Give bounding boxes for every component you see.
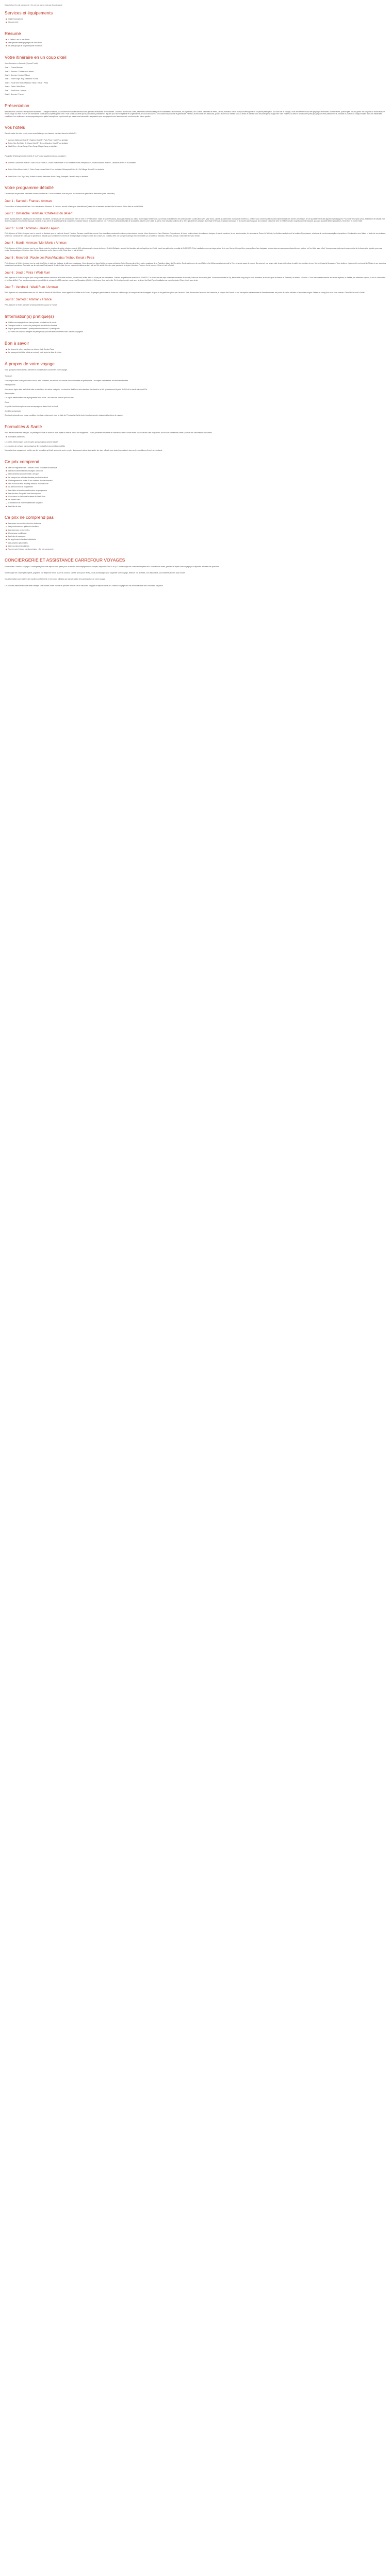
list-item: L'assistance de notre représentant sur place <box>8 502 386 504</box>
hotels-options-list <box>5 168 386 171</box>
list-item: Les services d'un guide local francophone <box>8 493 386 495</box>
formalities-item: Les billets électroniques sont envoyés quelques jours avant le départ <box>5 440 58 443</box>
services-list <box>5 18 386 24</box>
about-heading: Transport <box>5 375 12 378</box>
about-heading: Restauration <box>5 393 15 395</box>
hotels-options-intro: Possibilité d'hébergement en hôtels 4* ou 5* avec supplément (nous consulter) : <box>5 155 67 158</box>
formalities-text2: Il appartient au voyageur de vérifier que les formalités qu'il doit accomplir sont en règle. Nous vous invitons à consulter les sites officiels pour toute information à jour sur les conditions d'entrée en Jordanie. <box>5 449 163 452</box>
day-title: Jour 2 : Dimanche : Amman / Châteaux du désert <box>5 212 73 215</box>
about-text: Un guide local francophone vous accompagnera durant tout le circuit. <box>5 405 59 408</box>
list-item: Les spectaculaires paysages de Wadi Rum <box>8 42 386 44</box>
list-item: Les repas non mentionnés et les boissons <box>8 522 386 524</box>
list-item: La pension selon le programme <box>8 486 386 488</box>
list-item: Départ garanti minimum 2 participants et maximum 10 participants <box>8 328 386 330</box>
price-excludes-title: Ce prix ne comprend pas <box>5 515 54 520</box>
list-item: Amman: Bellevue Hotel 3*, Hashimi Hotel 3*, Paris Pearl Hotel 3* ou similaire <box>8 139 386 141</box>
list-item: Les pourboires aux guides et chauffeurs <box>8 526 386 528</box>
list-item: Les visites et entrées mentionnées au programme <box>8 489 386 492</box>
list-item: Le Jordan Pass <box>8 499 386 501</box>
list-item: L'hébergement en hôtels 3* en chambre double standard <box>8 480 386 482</box>
list-item: Le supplément chambre individuelle <box>8 538 386 540</box>
about-text: Les repas mentionnés dans le programme sont inclus. Les boissons ne sont pas incluses. <box>5 397 74 399</box>
info-title: Information(s) pratique(s) <box>5 313 54 319</box>
list-item: « Flaites » sur la mer Morte <box>8 39 386 41</box>
day-title: Jour 7 : Vendredi : Wadi Rum / Amman <box>5 286 58 290</box>
list-item: Tout ce qui n'est pas mentionné dans « Ce prix comprend » <box>8 548 386 550</box>
day-title: Jour 8 : Samedi : Amman / France <box>5 298 52 302</box>
list-item: Les taxes aériennes et surcharges carburant <box>8 470 386 472</box>
list-item: Le petit groupe de 10 participants maximum <box>8 45 386 47</box>
about-intro: Voici quelques informations à prendre en considération concernant votre voyage. <box>5 368 68 371</box>
concierge-text: Vos informations sont traitées de manière confidentielle et ne seront utilisées que dans le cadre de la préparation de votre voyage. <box>5 578 106 581</box>
itinerary-step: Jour 7 : Wadi Rum / Amman <box>5 89 27 92</box>
list-item: Transport selon le nombre de participants en véhicule climatisé <box>8 325 386 327</box>
day-text: Convocation à l'aéroport de Paris. Vol à destination d'Amman. À l'arrivée, accueil à l'aéroport international Queen Alia et transfert à votre hôtel à Amman. Dîner libre et nuit à l'hôtel. <box>5 205 144 208</box>
list-item: Guide francophone <box>8 18 386 20</box>
price-includes-list <box>5 467 386 507</box>
itinerary-step: Jour 4 : route King's Way / Madaba / Kerak <box>5 78 38 80</box>
itinerary-step: Jour 6 : Petra / Wadi Rum <box>5 86 25 88</box>
itinerary-subtitle: Votre itinéraire en Jordanie (8 jours/7 nuits) <box>5 62 38 64</box>
list-item: L'excursion en 4x4 dans le désert du Wadi Rum <box>8 496 386 498</box>
list-item: Les frais de passeport <box>8 535 386 537</box>
formalities-item: Les horaires de vol sont communiqués à titre indicatif et peuvent être modifiés <box>5 445 66 447</box>
hotels-list <box>5 139 386 148</box>
day-title: Jour 1 : Samedi : France / Amman <box>5 199 52 203</box>
about-text: Ce circuit nécessite une bonne condition physique, notamment pour la visite de Petra qui se fait à pied et peut comporter plusieurs kilomètres de marche. <box>5 414 123 417</box>
day-text: Après le petit-déjeuner, départ pour les châteaux du désert, construits par les Omeyyades entre le VIIe et le VIIIe siècle. Visite de Qasr Kharana, imposant château au milieu d'une steppe désertique, qui servait probablement de caravansérail. Continuation vers Qasr Amra, classé au patrimoine mondial de l'UNESCO, célèbre pour ses fresques murales représentant des scènes de chasse, de vie quotidienne et des figures mythologiques. Poursuite vers Qasr Azraq, forteresse de basalte noir dont les origines remontent à l'époque romaine, et qui servit de quartier général à Lawrence d'Arabie lors de la révolte arabe de 1917. Retour à Amman et visite de la citadelle, située sur le Jebel al-Qal'a, l'une des sept collines de la ville, qui abrite les vestiges du temple d'Hercule, le palais omeyyade et le musée archéologique de Jordanie. Descente vers le théâtre romain, magnifiquement restauré, pouvant accueillir 6000 spectateurs. Dîner libre et nuit à l'hôtel. <box>5 217 385 223</box>
info-list <box>5 321 386 333</box>
resume-title: Résumé <box>5 30 21 36</box>
hotels-intro: Dans le cadre de votre circuit, vous serez hébergés en chambre standard dans les hôtels 3* : <box>5 132 77 135</box>
day-title: Jour 3 : Lundi : Amman / Jerash / Ajloun <box>5 227 60 230</box>
itinerary-step: Jour 1 : France/Amman <box>5 66 23 69</box>
list-item: Le passeport doit être valide au moins 6 mois après la date de retour <box>8 351 386 353</box>
program-title: Votre programme détaillé <box>5 185 54 191</box>
day-title: Jour 6 : Jeudi : Petra / Wadi Rum <box>5 271 51 275</box>
day-text: Petit-déjeuner à l'hôtel et départ vers le nord de la Jordanie pour la visite de Jerash, l'antique Gerasa, considérée comme l'une des villes romaines les mieux préservées au monde. Vous découvrirez l'arc d'Hadrien, l'hippodrome, le forum ovale entouré de colonnes ioniques, le cardo maximus, la rue à colonnades, les temples de Zeus et d'Artémis, les théâtres sud et nord, la fontaine Nymphaeum, ainsi que de nombreuses églises byzantines. Continuation vers Ajloun et visite de son château, forteresse construite en 1184 par un général de Saladin pour contrôler les mines de fer et protéger la région contre les Croisés. Le château offre une vue panoramique exceptionnelle sur la vallée du Jourdain. Retour à Amman. Dîner libre et nuit à l'hôtel. <box>5 232 386 237</box>
list-item: Les excursions facultatives <box>8 545 386 547</box>
formalities-title: Formalités & Santé <box>5 423 42 429</box>
list-item: Wadi Rum: Sun City Camp, Bubble Luxotel, Memories Aicha Camp, Rahayeb Desert Camp ou similaire <box>8 176 386 178</box>
list-item: Petra: Sun Set Hotel 3*, Oscar Hotel 3*, Seven Wonders Hotel 3* ou similaire <box>8 142 386 144</box>
about-title: À propos de votre voyage <box>5 361 55 366</box>
price-excludes-list <box>5 522 386 550</box>
formalities-text: Pour les ressortissants français, un passeport valide au moins 6 mois après la date de retour est obligatoire. Le visa jordanien est obtenu à l'arrivée ou via le Jordan Pass. Aucun vaccin n'est obligatoire. Nous vous conseillons d'être à jour de vos vaccinations courantes. <box>5 431 213 434</box>
list-item: L'assurance multirisque <box>8 532 386 534</box>
concierge-text: En réservant Carrefour Voyages Conciergerie pour votre séjour, vous optez pour un service d'accompagnement complet, disponible 24h/24 et 7j/7. Notre équipe de conseillers experts est à votre écoute avant, pendant et après votre voyage pour répondre à toutes vos questions. <box>5 565 220 568</box>
about-heading: Conditions physiques <box>5 410 22 412</box>
list-item: Guides accompagnateurs francophones pendant tout le circuit <box>8 321 386 324</box>
about-heading: Hébergement <box>5 384 15 386</box>
list-item: Petra: Petra Moon Hotel 4*, Petra Guest House Hotel 4* ou similaire / Mövenpick Petra 5*, Old Village Resort 5* ou similaire <box>8 168 386 171</box>
header-line: Description Ce prix comprend ; Ce prix ne comprend pas Conciergerie <box>5 4 62 6</box>
list-item: Groupe privé <box>8 21 386 23</box>
resume-list <box>5 39 386 47</box>
about-text: Vous serez logés dans les hôtels cités ou similaires de même catégorie, en chambre double ou twin standard. Le check-in se fait généralement à partir de 14h et le check-out avant 12h. <box>5 388 148 391</box>
program-intro: Ce descriptif ne peut être considéré comme contractuel. Circuit réalisable tous les jours de l'année hors période de Ramadan (nous consulter). <box>5 193 115 195</box>
hotels-options-list <box>5 162 386 164</box>
concierge-text: Notre équipe de concierges experts, joignable par téléphone de 8h à 22h du lundi au samedi (hors jours fériés), vous accompagne pour organiser votre voyage, réserver vos activités, vos restaurants, vos transferts et bien plus encore. <box>5 572 186 574</box>
itinerary-title: Votre itinéraire en un coup d'œil <box>5 54 67 60</box>
itinerary-step: Jour 3 : Amman / Jerash / Ajloun <box>5 74 30 76</box>
day-text: Petit-déjeuner à l'hôtel et départ vers la route des Rois, et visite de Madaba, la ville des mosaïques. Vous découvrirez dans l'église grecque-orthodoxe Saint-Georges la célèbre carte mosaïque de la Palestine datant du VIe siècle. Continuation vers le mont Nebo, d'où Moïse aurait contemplé la Terre promise avant de mourir. Du sommet, par temps clair, la vue s'étend sur la vallée du Jourdain, la mer Morte et jusqu'à Jérusalem. Vous visiterez également le mémorial de Moïse et ses superbes mosaïques byzantines. Poursuite par la route des Rois jusqu'à Kerak et visite de son imposant château croisé, bâti au XIIe siècle, l'un des plus grands de la région. Arrivée à Petra en fin de journée. Dîner et nuit à l'hôtel. <box>5 262 386 267</box>
hotels-title: Vos hôtels <box>5 124 25 130</box>
day-text: Petit-déjeuner à l'hôtel et départ vers la mer Morte, point le plus bas du globe, située à plus de 400 mètres sous le niveau de la mer. Arrêt à Béthanie, au-delà du Jourdain, site du baptême du Christ, inscrit au patrimoine mondial de l'UNESCO. Puis, installation sur une plage privée de la mer Morte et temps libre pour profiter d'une baignade unique dans ces eaux exceptionnellement salées, où l'on flotte sans effort. Vous pourrez également vous enduire de la boue noire réputée pour ses vertus thérapeutiques. Déjeuner libre. Retour à Amman en fin d'après-midi. Dîner libre et nuit à l'hôtel. <box>5 247 382 252</box>
itinerary-step: Jour 2 : Amman / Châteaux du désert <box>5 70 34 73</box>
day-text: Petit-déjeuner à l'hôtel et départ pour une journée entière consacrée à la visite de Petra, la cité rose, taillée dans la roche par les Nabatéens. Classée au patrimoine mondial de l'UNESCO et élue l'une des sept nouvelles merveilles du monde, Petra se découvre à pied. Vous emprunterez le Siq, étroit défilé long de plus d'un kilomètre, au bout duquel se dresse le Khazneh, le fameux « Trésor ». Vous découvrirez ensuite la rue des façades, le théâtre, les tombeaux royaux, la rue à colonnades et le Qasr al-Bint. Pour les plus courageux, possibilité de grimper les 800 marches menant au Monastère (Ad-Deir). Déjeuner libre sur le site. En fin d'après-midi, route vers le désert du Wadi Rum. Installation au camp bédouin. Dîner et nuit sous tente. <box>5 277 386 281</box>
presentation-title: Présentation <box>5 103 29 108</box>
list-item: Les dépenses personnelles <box>8 529 386 531</box>
list-item: Amman: Landmark Hotel 4*, Sulaf Luxury Hotel 4*, Grand Palace Hotel 4* ou similaire / Hotel Kempinski 5*, Rotana Amman Hotel 5*, Landmark Hotel 5* ou similaire <box>8 162 386 164</box>
presentation-text: Bienvenue en Jordanie, le Royaume hachémite ! Chargée d'Histoire, la Jordanie est l'un des berceaux des grandes civilisations de l'humanité. Carrefour du Proche-Orient, ses terres furent foulées par les Nabatéens, les Romains, les Byzantins, les Croisés. Les sites de Petra, Jerash, Madaba, Kerak ou Ajloun témoignent de ce passé prestigieux. Au cours de ce voyage, vous découvrirez aussi des paysages étonnants : la mer Morte, point le plus bas du globe, les canyons du Wadi Mujib, le désert rouge du Wadi Rum et ses formations rocheuses sculptées par le vent. Vous serez accueillis par la population jordanienne, réputée pour son hospitalité et sa gentillesse, et vous découvrirez une cuisine savoureuse et généreuse. Partez à la rencontre des Bédouins, goûtez au thé à la menthe sous la tente, et laissez-vous envoûter par la magie des nuits étoilées du désert. Un circuit en petit groupe pour vivre pleinement la Jordanie et profiter de chaque instant dans les meilleures conditions. Les visites sont accompagnées par un guide francophone expérimenté qui saura vous transmettre sa passion pour son pays et vous faire découvrir ses trésors les mieux gardés. <box>5 110 385 117</box>
list-item: Le visa est à retirer sur place ou obtenu via le Jordan Pass <box>8 348 386 350</box>
list-item: Une nuit sous tente au camp bédouin du Wadi Rum <box>8 483 386 485</box>
concierge-text: Les conseils mentionnés dans cette rubrique sont donnés à titre indicatif et peuvent évoluer. Ils ne sauraient engager la responsabilité de Carrefour Voyages en cas de modification des conditions sur place. <box>5 584 164 587</box>
itinerary-step: Jour 8 : Amman / France <box>5 93 24 96</box>
good-list <box>5 348 386 354</box>
list-item: Les activités optionnelles <box>8 542 386 544</box>
list-item: Wadi Rum : Arena Camp, Rum Camp, Magic Camp ou similaire <box>8 145 386 147</box>
day-title: Jour 5 : Mercredi : Route des Rois/Madaba / Nebo / Kerak / Petra <box>5 256 94 260</box>
day-title: Jour 4 : Mardi : Amman / Mer Morte / Amman <box>5 242 67 245</box>
good-title: Bon à savoir <box>5 340 29 346</box>
list-item: Les transferts aéroport / hôtel / aéroport <box>8 473 386 475</box>
services-title: Services et équipements <box>5 10 53 15</box>
hotels-options-list <box>5 176 386 178</box>
formalities-list <box>5 436 386 438</box>
list-item: Formalités Aériennes <box>8 436 386 438</box>
day-text: Petit-déjeuner au camp et excursion en 4x4 dans le désert du Wadi Rum, aussi appelé la « Vallée de la Lune ». Paysages grandioses de dunes de sable rouge, de canyons et de montagnes de grès et de granit sculptées par l'érosion. Vous découvrirez la source de Lawrence, le canyon de Khazali et ses inscriptions nabatéennes et thamoudéennes, les ponts de roche naturels et les dunes rouges. Retour au camp puis route vers Amman. Dîner libre et nuit à l'hôtel. <box>5 291 365 294</box>
day-text: Petit-déjeuner à l'hôtel, transfert à l'aéroport et envol pour la France. <box>5 304 58 307</box>
concierge-title: CONCIERGERIE ET ASSISTANCE CARREFOUR VOYAGES <box>5 557 125 563</box>
itinerary-step: Jour 5 : Route des Rois / Madaba / Nebo / Kerak / Petra <box>5 81 48 84</box>
list-item: Ce circuit se compose d'étapes en petit groupe pouvant être combinées avec d'autres voyageurs <box>8 331 386 333</box>
list-item: Le transport en véhicule climatisé pendant le circuit <box>8 477 386 479</box>
about-heading: Guide <box>5 401 10 403</box>
page <box>0 0 391 595</box>
list-item: Les vols réguliers Paris / Amman / Paris en classe économique <box>8 467 386 469</box>
list-item: Les frais de visa <box>8 505 386 507</box>
about-text: Un transport sera fourni pendant le circuit, avec chauffeur, en minibus ou autocar selon le nombre de participants. Les trajets sont réalisés en véhicule climatisé. <box>5 379 129 382</box>
price-includes-title: Ce prix comprend <box>5 459 40 464</box>
